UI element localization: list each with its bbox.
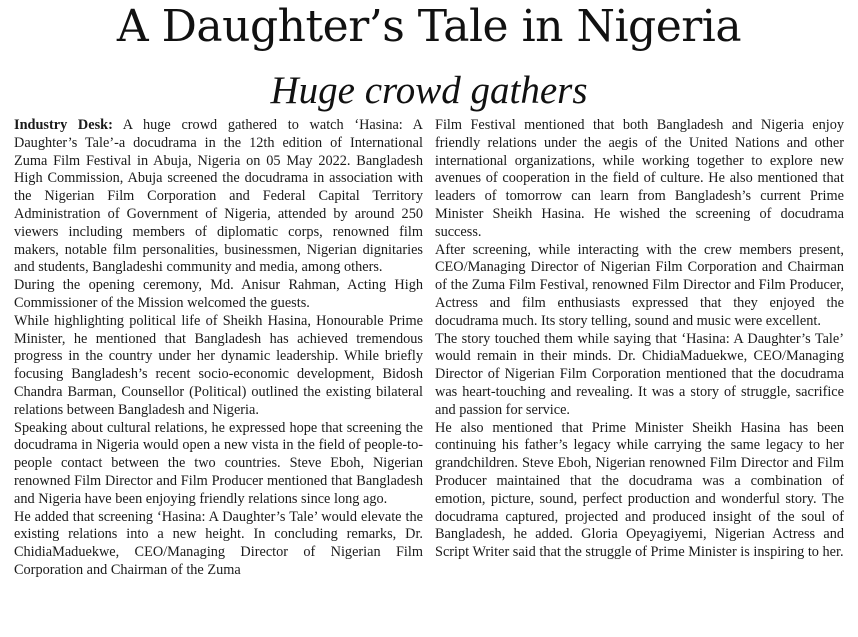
- headline: A Daughter’s Tale in Nigeria: [116, 1, 742, 52]
- article-paragraph: He added that screening ‘Hasina: A Daughter’s Tale’ would elevate the existing relations into a new height. In concluding remarks, Dr. ChidiaMaduekwe, CEO/Managing Director of Nigerian Film Corporation and Chairman of the Zuma: [14, 508, 423, 578]
- article-paragraph: The story touched them while saying that ‘Hasina: A Daughter’s Tale’ would remain in their minds. Dr. ChidiaMaduekwe, CEO/Managing Director of Nigerian Film Corporation mentioned that the docudrama was heart-touching and revealing. It was a story of struggle, sacrifice and passion for service.: [435, 330, 844, 418]
- article-paragraph: Speaking about cultural relations, he expressed hope that screening the docudrama in Nigeria would open a new vista in the field of people-to-people contact between the two countries. Steve Eboh, Nigerian renowned Film Director and Film Producer mentioned that Bangladesh and Nigeria have been enjoying friendly relations since long ago.: [14, 419, 423, 507]
- article-paragraph: Film Festival mentioned that both Bangladesh and Nigeria enjoy friendly relations under the aegis of the United Nations and other international organizations, while working together to explore new avenues of cooperation in the field of culture. He also mentioned that leaders of tomorrow can learn from Bangladesh’s current Prime Minister Sheikh Hasina. He wished the screening of docudrama success.: [435, 117, 844, 240]
- kicker: Industry Desk:: [14, 117, 113, 133]
- article-paragraph: During the opening ceremony, Md. Anisur Rahman, Acting High Commissioner of the Mission welcomed the guests.: [14, 277, 423, 311]
- article-column-left: [14, 117, 423, 580]
- article-paragraph: After screening, while interacting with the crew members present, CEO/Managing Director of Nigerian Film Corporation and Chairman of the Zuma Film Festival, renowned Film Director and Film Producer, Actress and film enthusiasts expressed that they enjoyed the docudrama much. Its story telling, sound and music were excellent.: [435, 241, 844, 329]
- article-paragraph: He also mentioned that Prime Minister Sheikh Hasina has been continuing his father’s legacy while carrying the same legacy to her grandchildren. Steve Eboh, Nigerian renowned Film Director and Film Producer maintained that the docudrama was a combination of emotion, picture, sound, perfect production and wonderful story. The docudrama captured, projected and produced insight of the soul of Bangladesh, he added. Gloria Opeyagiyemi, Nigerian Actress and Script Writer said that the struggle of Prime Minister is inspiring to her.: [435, 419, 844, 561]
- paragraph-text: A huge crowd gathered to watch ‘Hasina: A Daughter’s Tale’-a docudrama in the 12th edition of International Zuma Film Festival in Abuja, Nigeria on 05 May 2022. Bangladesh High Commission, Abuja screened the docudrama in association with the Nigerian Film Corporation and Federal Capital Territory Administration of Government of Nigeria, attended by around 250 viewers including members of diplomatic corps, renowned film makers, notable film personalities, businessmen, Nigerian dignitaries and students, Bangladeshi community and media, among others.: [14, 117, 423, 276]
- article-paragraph: While highlighting political life of Sheikh Hasina, Honourable Prime Minister, he mentioned that Bangladesh has achieved tremendous progress in the country under her dynamic leadership. While briefly focusing Bangladesh’s recent socio-economic development, Bidosh Chandra Barman, Counsellor (Political) outlined the existing bilateral relations between Bangladesh and Nigeria.: [14, 312, 423, 418]
- article-paragraph: [14, 117, 423, 277]
- subheadline: Huge crowd gathers: [270, 69, 588, 112]
- article-column-right: [435, 117, 844, 562]
